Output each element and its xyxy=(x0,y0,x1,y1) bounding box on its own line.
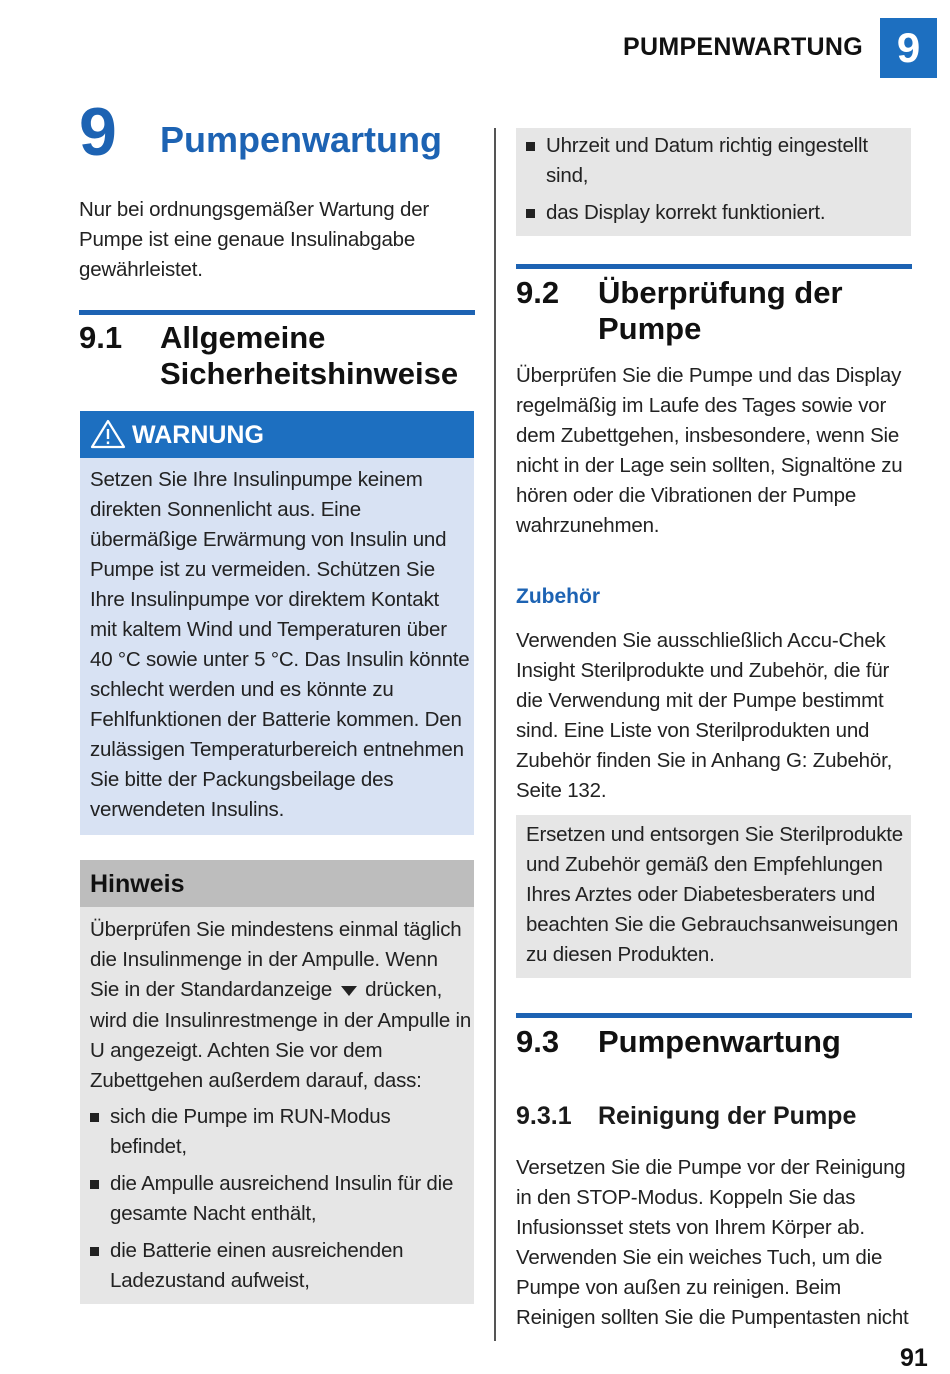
chapter-number: 9 xyxy=(79,94,117,170)
down-arrow-icon xyxy=(340,976,358,1006)
running-head: PUMPENWARTUNG xyxy=(622,33,863,61)
subheading: Zubehör xyxy=(516,585,600,608)
chapter-tab: 9 xyxy=(880,18,937,78)
section-text: Überprüfen Sie die Pumpe und das Display regelmäßig im Laufe des Tages sowie vor dem Zubettgehen, insbesondere, wenn Sie nicht in der Lage sein sollten, Signaltöne zu hören oder die Vibrationen der Pumpe wahrzunehmen. xyxy=(516,364,903,537)
bullet-square-icon xyxy=(526,142,535,151)
hint-header xyxy=(80,860,474,907)
chapter-title: Pumpenwartung xyxy=(160,119,443,160)
page-number: 91 xyxy=(900,1344,928,1372)
section-rule xyxy=(516,1013,912,1018)
list-item: das Display korrekt funktioniert. xyxy=(526,198,901,228)
warning-triangle-icon xyxy=(90,419,126,454)
list-item: die Batterie einen ausreichenden Ladezustand aufweist, xyxy=(90,1236,470,1296)
bullet-square-icon xyxy=(526,209,535,218)
chapter-intro: Nur bei ordnungsgemäßer Wartung der Pumpe ist eine genaue Insulinabgabe gewährleistet. xyxy=(79,198,430,281)
warning-text: Setzen Sie Ihre Insulinpumpe keinem direkten Sonnenlicht aus. Eine übermäßige Erwärmung von Insulin und Pumpe ist zu vermeiden. Schützen Sie Ihre Insulinpumpe vor direktem Kontakt mit kaltem Wind und Temperaturen über 40 °C sowie unter 5 °C. Das Insulin könnte schlecht werden und es könnte zu Fehlfunktionen der Batterie kommen. Den zulässigen Temperaturbereich entnehmen Sie bitte der Packungsbeilage des verwendeten Insulins. xyxy=(90,468,470,821)
bullet-square-icon xyxy=(90,1247,99,1256)
column-divider xyxy=(494,128,496,1341)
hint-continued-list xyxy=(526,131,901,235)
note-box xyxy=(516,815,911,978)
list-item: Uhrzeit und Datum richtig eingestellt sind, xyxy=(526,131,901,191)
section-title: Pumpenwartung xyxy=(598,1024,841,1059)
hint-text-after: drücken, wird die Insulinrestmenge in der Ampulle in U angezeigt. Achten Sie vor dem Zubettgehen außerdem darauf, dass: xyxy=(90,978,472,1092)
hint-bullet-list xyxy=(90,1102,470,1303)
bullet-square-icon xyxy=(90,1180,99,1189)
warning-header xyxy=(80,411,474,458)
hint-text xyxy=(90,915,472,1096)
hint-continued-box xyxy=(516,128,911,236)
hint-text-before: Überprüfen Sie mindestens einmal täglich die Insulinmenge in der Ampulle. Wenn Sie in der Standardanzeige xyxy=(90,918,462,1001)
warning-label: WARNUNG xyxy=(132,421,264,449)
hint-box xyxy=(80,860,474,1304)
section-title: Überprüfung der Pumpe xyxy=(598,275,843,346)
accessories-text: Verwenden Sie ausschließlich Accu-Chek Insight Sterilprodukte und Zubehör, die für die Verwendung mit der Pumpe bestimmt sind. Eine Liste von Sterilprodukten und Zubehör finden Sie in Anhang G: Zubehör, Seite 132. xyxy=(516,629,893,802)
section-number: 9.2 xyxy=(516,275,560,310)
list-item: sich die Pumpe im RUN-Modus befindet, xyxy=(90,1102,470,1162)
subsection-title: Reinigung der Pumpe xyxy=(598,1102,857,1130)
warning-box xyxy=(80,411,474,835)
list-item: die Ampulle ausreichend Insulin für die gesamte Nacht enthält, xyxy=(90,1169,470,1229)
section-number: 9.3 xyxy=(516,1024,560,1059)
section-rule xyxy=(79,310,475,315)
note-text: Ersetzen und entsorgen Sie Sterilprodukte und Zubehör gemäß den Empfehlungen Ihres Arztes oder Diabetesberaters und beachten Sie die Gebrauchsanweisungen zu diesen Produkten. xyxy=(526,823,903,966)
subsection-number: 9.3.1 xyxy=(516,1102,572,1130)
section-rule xyxy=(516,264,912,269)
subsection-text: Versetzen Sie die Pumpe vor der Reinigung in den STOP-Modus. Koppeln Sie das Infusionsset stets von Ihrem Körper ab. Verwenden Sie ein weiches Tuch, um die Pumpe von außen zu reinigen. Beim Reinigen sollten Sie die Pumpentasten nicht xyxy=(516,1156,909,1329)
hint-label: Hinweis xyxy=(90,870,185,898)
section-number: 9.1 xyxy=(79,320,123,355)
bullet-square-icon xyxy=(90,1113,99,1122)
section-title: Allgemeine Sicherheitshinweise xyxy=(160,320,459,391)
